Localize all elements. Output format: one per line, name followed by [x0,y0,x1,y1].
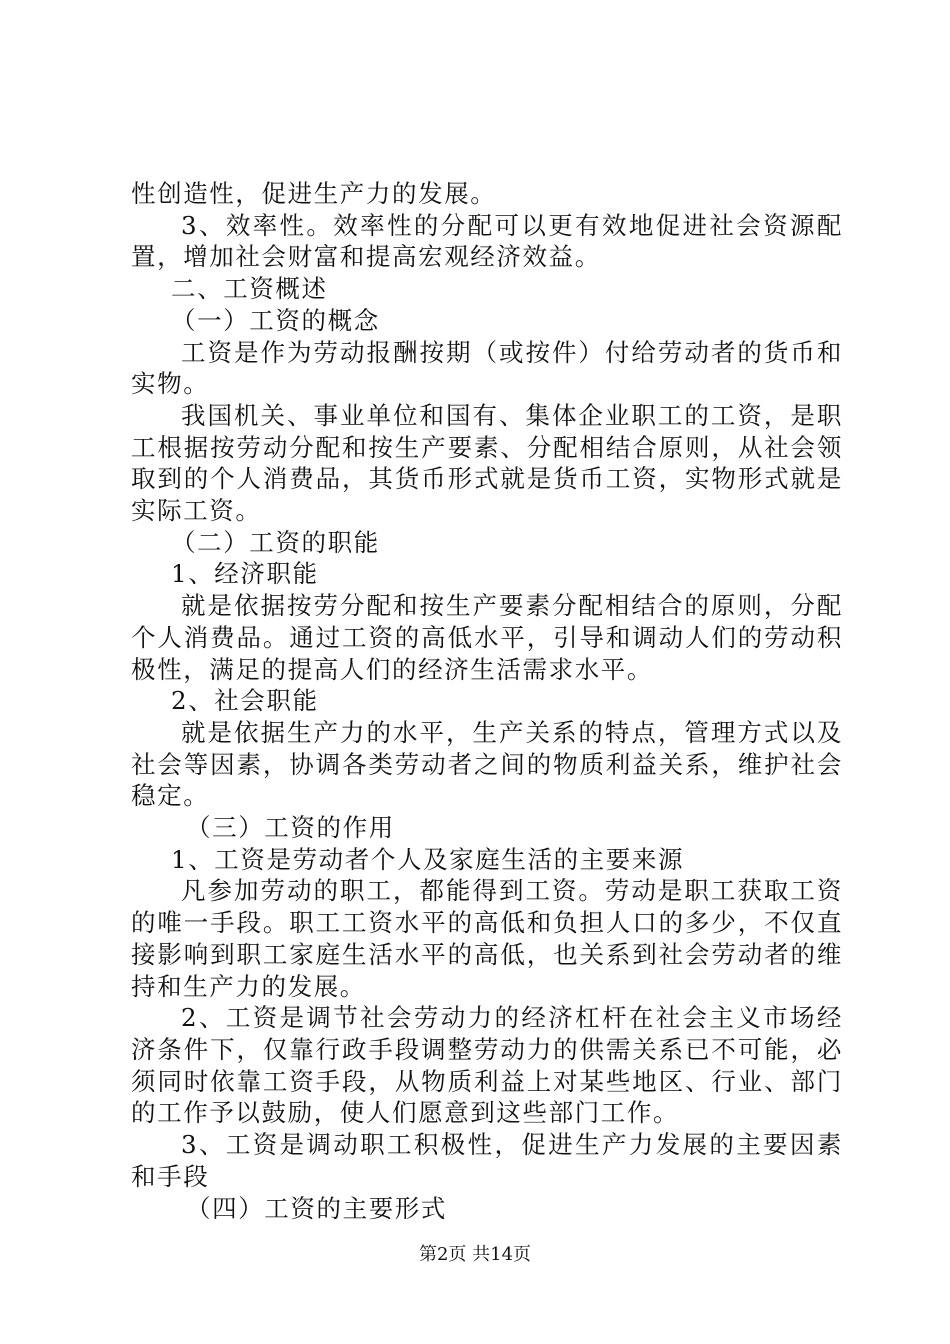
document-body [131,178,843,1224]
paragraph-role-1: 凡参加劳动的职工，都能得到工资。劳动是职工获取工资的唯一手段。职工工资水平的高低和负担人口的多少，不仅直接影响到职工家庭生活水平的高低，也关系到社会劳动者的维持和生产力的发展。 [131,876,843,1001]
subsection-heading-wage-functions: （二）工资的职能 [171,527,380,557]
paragraph-role-2: 2、工资是调节社会劳动力的经济杠杆在社会主义市场经济条件下，仅靠行政手段调整劳动力的供需关系已不可能，必须同时依靠工资手段，从物质利益上对某些地区、行业、部门的工作予以鼓励，使人们愿意到这些部门工作。 [131,1003,843,1128]
paragraph-role-3: 3、工资是调动职工积极性，促进生产力发展的主要因素和手段 [131,1130,843,1191]
paragraph-economic-function: 就是依据按劳分配和按生产要素分配相结合的原则，分配个人消费品。通过工资的高低水平，引导和调动人们的劳动积极性，满足的提高人们的经济生活需求水平。 [131,591,843,684]
item-heading-role-1: 1、工资是劳动者个人及家庭生活的主要来源 [171,844,685,874]
paragraph-social-function: 就是依据生产力的水平，生产关系的特点，管理方式以及社会等因素，协调各类劳动者之间的物质利益关系，维护社会稳定。 [131,717,843,811]
paragraph-wage-institutions: 我国机关、事业单位和国有、集体企业职工的工资，是职工根据按劳动分配和按生产要素、分配相结合原则，从社会领取到的个人消费品，其货币形式就是货币工资，实物形式就是实际工资。 [131,400,843,526]
paragraph-wage-definition: 工资是作为劳动报酬按期（或按件）付给劳动者的货币和实物。 [131,337,843,399]
paragraph-efficiency: 3、效率性。效率性的分配可以更有效地促进社会资源配置，增加社会财富和提高宏观经济效益。 [131,210,843,272]
subsection-heading-wage-concept: （一）工资的概念 [171,305,380,335]
paragraph-continuation: 性创造性，促进生产力的发展。 [131,179,497,208]
item-heading-economic-function: 1、经济职能 [171,559,319,589]
item-heading-social-function: 2、社会职能 [171,686,319,716]
section-heading-wage-overview: 二、工资概述 [171,274,328,304]
subsection-heading-wage-forms: （四）工资的主要形式 [186,1193,447,1223]
subsection-heading-wage-roles: （三）工资的作用 [186,813,395,843]
page-number-footer: 第2页 共14页 [418,1244,532,1265]
